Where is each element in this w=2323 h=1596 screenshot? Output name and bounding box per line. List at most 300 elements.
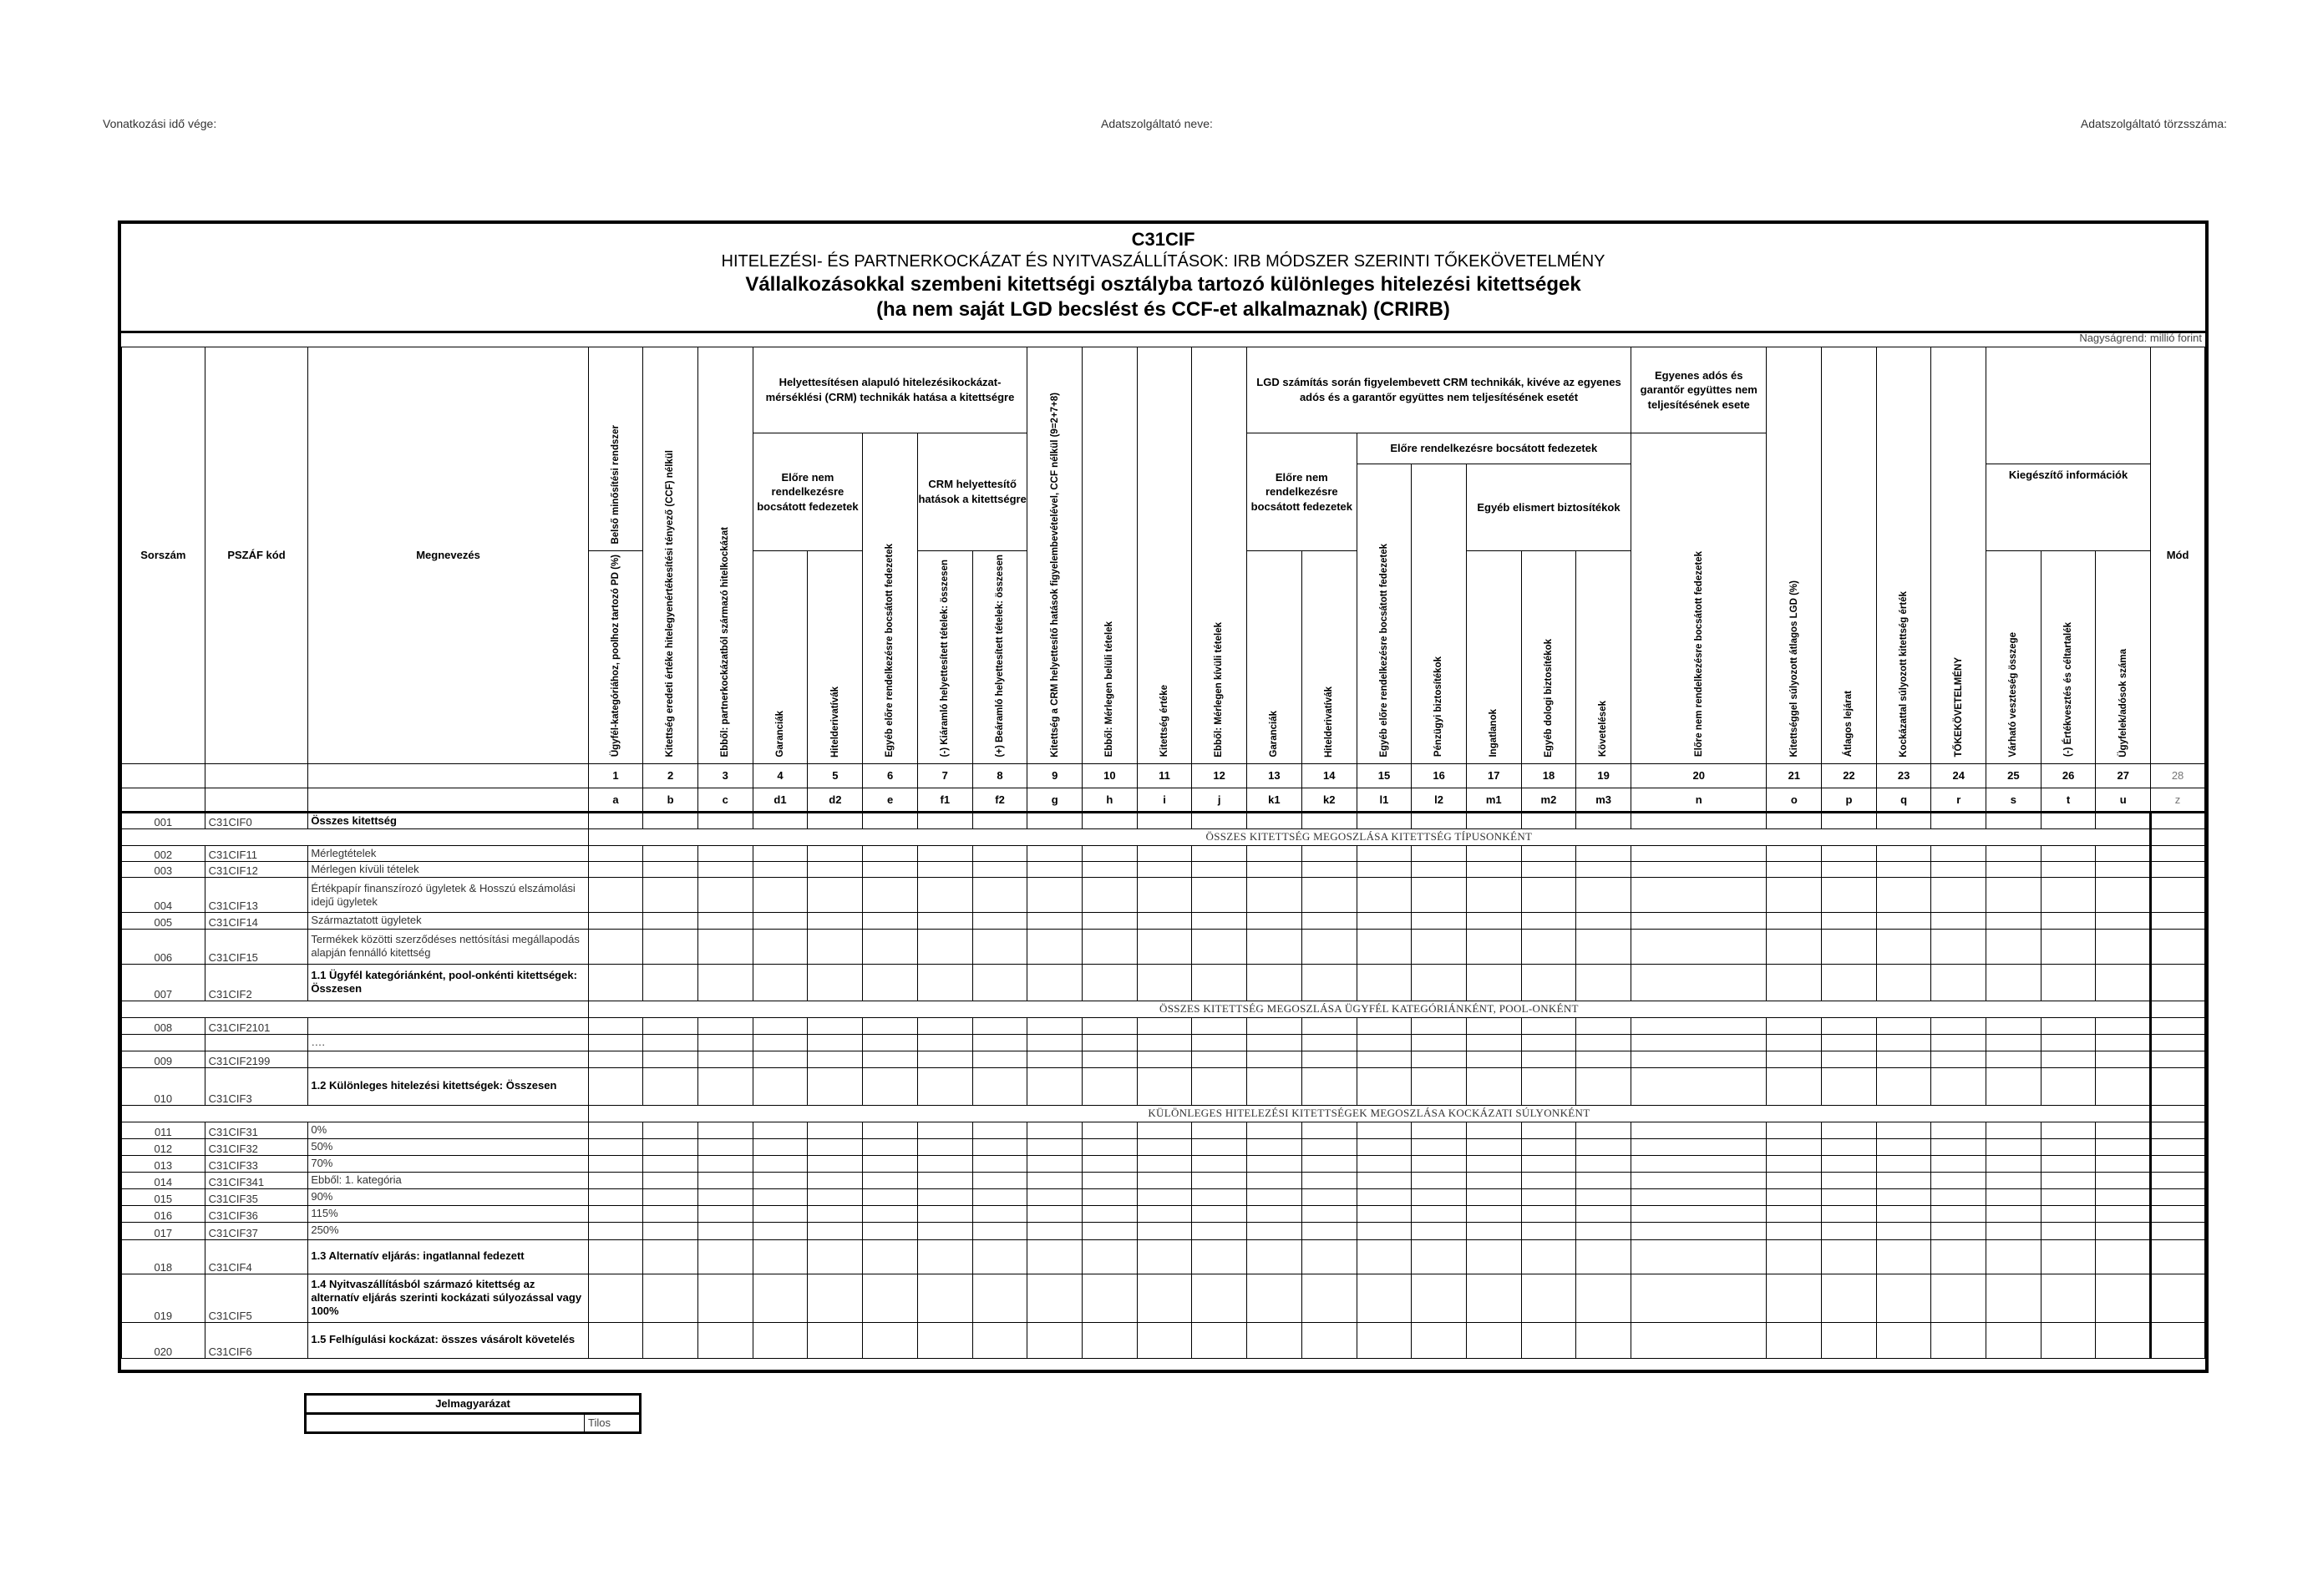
input-cell[interactable] [1521,1239,1576,1274]
input-cell[interactable] [1876,1274,1931,1322]
input-cell[interactable] [1466,1017,1521,1034]
input-cell[interactable] [1631,1122,1767,1138]
input-cell[interactable] [1301,1034,1357,1051]
input-cell[interactable] [1192,929,1247,964]
input-cell[interactable] [917,1067,972,1105]
input-cell[interactable] [1767,1155,1822,1172]
input-cell[interactable] [1466,1239,1521,1274]
input-cell[interactable] [1876,1188,1931,1205]
input-cell[interactable] [917,1017,972,1034]
input-cell[interactable] [1931,913,1986,929]
input-cell[interactable] [2041,1222,2096,1239]
input-cell[interactable] [1767,862,1822,878]
input-cell[interactable] [588,1205,643,1222]
input-cell[interactable] [1876,913,1931,929]
input-cell[interactable] [1192,1122,1247,1138]
input-cell[interactable] [1357,964,1412,1001]
input-cell[interactable] [1931,1239,1986,1274]
input-cell[interactable] [1083,812,1138,828]
input-cell[interactable] [2151,1188,2205,1205]
input-cell[interactable] [753,1172,808,1188]
input-cell[interactable] [1027,1274,1083,1322]
input-cell[interactable] [1822,1188,1877,1205]
input-cell[interactable] [1931,929,1986,964]
input-cell[interactable] [1986,1239,2042,1274]
input-cell[interactable] [1357,1205,1412,1222]
input-cell[interactable] [1192,845,1247,861]
input-cell[interactable] [2151,878,2205,913]
input-cell[interactable] [1301,1222,1357,1239]
input-cell[interactable] [753,1138,808,1155]
input-cell[interactable] [1246,929,1301,964]
input-cell[interactable] [1301,862,1357,878]
input-cell[interactable] [1412,1155,1467,1172]
input-cell[interactable] [1466,878,1521,913]
input-cell[interactable] [1083,1051,1138,1067]
input-cell[interactable] [2151,1172,2205,1188]
input-cell[interactable] [643,1034,698,1051]
input-cell[interactable] [1822,1239,1877,1274]
input-cell[interactable] [1137,845,1192,861]
input-cell[interactable] [2096,1274,2151,1322]
input-cell[interactable] [1301,1172,1357,1188]
input-cell[interactable] [697,1322,753,1358]
input-cell[interactable] [1521,1172,1576,1188]
input-cell[interactable] [1301,913,1357,929]
input-cell[interactable] [1767,1274,1822,1322]
input-cell[interactable] [1876,1172,1931,1188]
input-cell[interactable] [808,878,863,913]
input-cell[interactable] [972,862,1027,878]
input-cell[interactable] [917,845,972,861]
input-cell[interactable] [1521,1017,1576,1034]
input-cell[interactable] [2096,964,2151,1001]
input-cell[interactable] [2041,929,2096,964]
input-cell[interactable] [1986,964,2042,1001]
input-cell[interactable] [643,845,698,861]
input-cell[interactable] [1767,1138,1822,1155]
input-cell[interactable] [1876,1155,1931,1172]
input-cell[interactable] [917,1138,972,1155]
input-cell[interactable] [1576,1051,1631,1067]
input-cell[interactable] [972,913,1027,929]
input-cell[interactable] [1986,1017,2042,1034]
input-cell[interactable] [1986,1067,2042,1105]
input-cell[interactable] [588,1222,643,1239]
input-cell[interactable] [1986,1274,2042,1322]
input-cell[interactable] [1466,1188,1521,1205]
input-cell[interactable] [1576,1239,1631,1274]
input-cell[interactable] [1466,1034,1521,1051]
input-cell[interactable] [1192,862,1247,878]
input-cell[interactable] [863,1188,918,1205]
input-cell[interactable] [1412,1239,1467,1274]
input-cell[interactable] [1931,1122,1986,1138]
input-cell[interactable] [1631,1274,1767,1322]
input-cell[interactable] [1192,1222,1247,1239]
input-cell[interactable] [863,913,918,929]
input-cell[interactable] [1986,1051,2042,1067]
input-cell[interactable] [1192,1239,1247,1274]
input-cell[interactable] [1466,1172,1521,1188]
input-cell[interactable] [643,862,698,878]
input-cell[interactable] [1301,845,1357,861]
input-cell[interactable] [1357,1155,1412,1172]
input-cell[interactable] [697,1155,753,1172]
input-cell[interactable] [1576,1067,1631,1105]
input-cell[interactable] [863,1239,918,1274]
input-cell[interactable] [1822,1155,1877,1172]
input-cell[interactable] [1931,1188,1986,1205]
input-cell[interactable] [1767,913,1822,929]
input-cell[interactable] [2041,913,2096,929]
input-cell[interactable] [1027,1067,1083,1105]
input-cell[interactable] [1986,1172,2042,1188]
input-cell[interactable] [753,913,808,929]
input-cell[interactable] [972,1034,1027,1051]
input-cell[interactable] [697,1067,753,1105]
input-cell[interactable] [1876,878,1931,913]
input-cell[interactable] [2151,1239,2205,1274]
input-cell[interactable] [1301,1274,1357,1322]
input-cell[interactable] [643,1051,698,1067]
input-cell[interactable] [1822,1138,1877,1155]
input-cell[interactable] [1137,1222,1192,1239]
input-cell[interactable] [1192,1155,1247,1172]
input-cell[interactable] [972,1222,1027,1239]
input-cell[interactable] [1192,1067,1247,1105]
input-cell[interactable] [643,964,698,1001]
input-cell[interactable] [643,1138,698,1155]
input-cell[interactable] [1301,964,1357,1001]
input-cell[interactable] [1576,1172,1631,1188]
input-cell[interactable] [972,812,1027,828]
input-cell[interactable] [1822,812,1877,828]
input-cell[interactable] [1301,1322,1357,1358]
input-cell[interactable] [1137,1172,1192,1188]
input-cell[interactable] [917,1222,972,1239]
input-cell[interactable] [917,1188,972,1205]
input-cell[interactable] [1137,929,1192,964]
input-cell[interactable] [1631,862,1767,878]
input-cell[interactable] [2096,1067,2151,1105]
input-cell[interactable] [1357,1274,1412,1322]
input-cell[interactable] [1083,1138,1138,1155]
input-cell[interactable] [917,1051,972,1067]
input-cell[interactable] [1301,1188,1357,1205]
input-cell[interactable] [1576,1155,1631,1172]
input-cell[interactable] [2041,1067,2096,1105]
input-cell[interactable] [808,862,863,878]
input-cell[interactable] [1631,1322,1767,1358]
input-cell[interactable] [1767,1222,1822,1239]
input-cell[interactable] [1412,1274,1467,1322]
input-cell[interactable] [1576,1138,1631,1155]
input-cell[interactable] [1822,929,1877,964]
input-cell[interactable] [2041,1051,2096,1067]
input-cell[interactable] [2151,1205,2205,1222]
input-cell[interactable] [917,964,972,1001]
input-cell[interactable] [917,1034,972,1051]
input-cell[interactable] [1876,812,1931,828]
input-cell[interactable] [1931,1322,1986,1358]
input-cell[interactable] [1521,1188,1576,1205]
input-cell[interactable] [1521,812,1576,828]
input-cell[interactable] [1083,1067,1138,1105]
input-cell[interactable] [808,845,863,861]
input-cell[interactable] [588,1274,643,1322]
input-cell[interactable] [808,1122,863,1138]
input-cell[interactable] [1576,1034,1631,1051]
input-cell[interactable] [1576,1205,1631,1222]
input-cell[interactable] [1027,1138,1083,1155]
input-cell[interactable] [1192,913,1247,929]
input-cell[interactable] [972,878,1027,913]
input-cell[interactable] [1027,1051,1083,1067]
input-cell[interactable] [808,812,863,828]
input-cell[interactable] [753,1034,808,1051]
input-cell[interactable] [1986,1155,2042,1172]
input-cell[interactable] [697,845,753,861]
input-cell[interactable] [1931,878,1986,913]
input-cell[interactable] [1986,1222,2042,1239]
input-cell[interactable] [1027,1172,1083,1188]
input-cell[interactable] [588,1051,643,1067]
input-cell[interactable] [1357,1239,1412,1274]
input-cell[interactable] [1576,1274,1631,1322]
input-cell[interactable] [1246,812,1301,828]
input-cell[interactable] [697,1239,753,1274]
input-cell[interactable] [753,1322,808,1358]
input-cell[interactable] [1822,913,1877,929]
input-cell[interactable] [1357,1138,1412,1155]
input-cell[interactable] [1767,1067,1822,1105]
input-cell[interactable] [1521,1155,1576,1172]
input-cell[interactable] [1246,1122,1301,1138]
input-cell[interactable] [1357,929,1412,964]
input-cell[interactable] [643,878,698,913]
input-cell[interactable] [1986,1138,2042,1155]
input-cell[interactable] [1137,1122,1192,1138]
input-cell[interactable] [1412,929,1467,964]
input-cell[interactable] [588,1122,643,1138]
input-cell[interactable] [1576,1188,1631,1205]
input-cell[interactable] [2151,1155,2205,1172]
input-cell[interactable] [1576,929,1631,964]
input-cell[interactable] [588,1138,643,1155]
input-cell[interactable] [1083,1122,1138,1138]
input-cell[interactable] [1576,878,1631,913]
input-cell[interactable] [1576,1122,1631,1138]
input-cell[interactable] [863,1017,918,1034]
input-cell[interactable] [1246,1239,1301,1274]
input-cell[interactable] [1931,1222,1986,1239]
input-cell[interactable] [1931,964,1986,1001]
input-cell[interactable] [697,1188,753,1205]
input-cell[interactable] [1412,862,1467,878]
input-cell[interactable] [917,1122,972,1138]
input-cell[interactable] [808,1034,863,1051]
input-cell[interactable] [1192,812,1247,828]
input-cell[interactable] [1192,1017,1247,1034]
input-cell[interactable] [972,1122,1027,1138]
input-cell[interactable] [808,929,863,964]
input-cell[interactable] [863,1274,918,1322]
input-cell[interactable] [588,913,643,929]
input-cell[interactable] [917,862,972,878]
input-cell[interactable] [863,1205,918,1222]
input-cell[interactable] [1083,1239,1138,1274]
input-cell[interactable] [753,1274,808,1322]
input-cell[interactable] [1521,1205,1576,1222]
input-cell[interactable] [1576,913,1631,929]
input-cell[interactable] [588,878,643,913]
input-cell[interactable] [2041,862,2096,878]
input-cell[interactable] [643,1222,698,1239]
input-cell[interactable] [1931,862,1986,878]
input-cell[interactable] [1027,913,1083,929]
input-cell[interactable] [1192,1034,1247,1051]
input-cell[interactable] [1246,964,1301,1001]
input-cell[interactable] [1631,1067,1767,1105]
input-cell[interactable] [588,812,643,828]
input-cell[interactable] [643,812,698,828]
input-cell[interactable] [588,1322,643,1358]
input-cell[interactable] [1931,1138,1986,1155]
input-cell[interactable] [1192,1172,1247,1188]
input-cell[interactable] [2096,1188,2151,1205]
input-cell[interactable] [1631,1172,1767,1188]
input-cell[interactable] [972,1067,1027,1105]
input-cell[interactable] [753,1051,808,1067]
input-cell[interactable] [2096,1034,2151,1051]
input-cell[interactable] [643,1322,698,1358]
input-cell[interactable] [1137,812,1192,828]
input-cell[interactable] [1137,1034,1192,1051]
input-cell[interactable] [1412,1034,1467,1051]
input-cell[interactable] [1876,929,1931,964]
input-cell[interactable] [1931,1034,1986,1051]
input-cell[interactable] [863,964,918,1001]
input-cell[interactable] [1767,1034,1822,1051]
input-cell[interactable] [1466,964,1521,1001]
input-cell[interactable] [1631,1017,1767,1034]
input-cell[interactable] [2096,812,2151,828]
input-cell[interactable] [2041,1017,2096,1034]
input-cell[interactable] [753,862,808,878]
input-cell[interactable] [1631,1138,1767,1155]
input-cell[interactable] [1631,1205,1767,1222]
input-cell[interactable] [863,1051,918,1067]
input-cell[interactable] [1412,1138,1467,1155]
input-cell[interactable] [1027,1205,1083,1222]
input-cell[interactable] [1246,878,1301,913]
input-cell[interactable] [643,1172,698,1188]
input-cell[interactable] [1246,1205,1301,1222]
input-cell[interactable] [1986,845,2042,861]
input-cell[interactable] [1822,964,1877,1001]
input-cell[interactable] [1027,1239,1083,1274]
input-cell[interactable] [2096,1172,2151,1188]
input-cell[interactable] [2041,1034,2096,1051]
input-cell[interactable] [1631,913,1767,929]
input-cell[interactable] [917,1322,972,1358]
input-cell[interactable] [1767,812,1822,828]
input-cell[interactable] [588,1034,643,1051]
input-cell[interactable] [1466,812,1521,828]
input-cell[interactable] [1876,1322,1931,1358]
input-cell[interactable] [972,1239,1027,1274]
input-cell[interactable] [753,1155,808,1172]
input-cell[interactable] [1767,845,1822,861]
input-cell[interactable] [1822,1205,1877,1222]
input-cell[interactable] [1767,1239,1822,1274]
input-cell[interactable] [1301,1122,1357,1138]
input-cell[interactable] [1357,1034,1412,1051]
input-cell[interactable] [863,862,918,878]
input-cell[interactable] [1246,1222,1301,1239]
input-cell[interactable] [1246,1138,1301,1155]
input-cell[interactable] [1876,1017,1931,1034]
input-cell[interactable] [2151,929,2205,964]
input-cell[interactable] [1357,1017,1412,1034]
input-cell[interactable] [1246,1017,1301,1034]
input-cell[interactable] [1521,964,1576,1001]
input-cell[interactable] [1137,964,1192,1001]
input-cell[interactable] [2096,878,2151,913]
input-cell[interactable] [1521,1034,1576,1051]
input-cell[interactable] [1822,862,1877,878]
input-cell[interactable] [753,929,808,964]
input-cell[interactable] [863,878,918,913]
input-cell[interactable] [808,1205,863,1222]
input-cell[interactable] [808,1322,863,1358]
input-cell[interactable] [1822,1274,1877,1322]
input-cell[interactable] [1137,1188,1192,1205]
input-cell[interactable] [2096,862,2151,878]
input-cell[interactable] [1986,1188,2042,1205]
input-cell[interactable] [1412,1122,1467,1138]
input-cell[interactable] [588,862,643,878]
input-cell[interactable] [1876,845,1931,861]
input-cell[interactable] [863,845,918,861]
input-cell[interactable] [1192,1138,1247,1155]
input-cell[interactable] [808,1067,863,1105]
input-cell[interactable] [1576,862,1631,878]
input-cell[interactable] [1192,1274,1247,1322]
input-cell[interactable] [863,812,918,828]
input-cell[interactable] [917,812,972,828]
input-cell[interactable] [863,1034,918,1051]
input-cell[interactable] [1521,845,1576,861]
input-cell[interactable] [1986,878,2042,913]
input-cell[interactable] [1822,1122,1877,1138]
input-cell[interactable] [1931,1172,1986,1188]
input-cell[interactable] [1986,812,2042,828]
input-cell[interactable] [917,1239,972,1274]
input-cell[interactable] [972,1205,1027,1222]
input-cell[interactable] [1876,1205,1931,1222]
input-cell[interactable] [1246,862,1301,878]
input-cell[interactable] [1466,929,1521,964]
input-cell[interactable] [1083,913,1138,929]
input-cell[interactable] [697,1222,753,1239]
input-cell[interactable] [2096,1205,2151,1222]
input-cell[interactable] [1412,845,1467,861]
input-cell[interactable] [2151,1322,2205,1358]
input-cell[interactable] [1576,812,1631,828]
input-cell[interactable] [1301,1067,1357,1105]
